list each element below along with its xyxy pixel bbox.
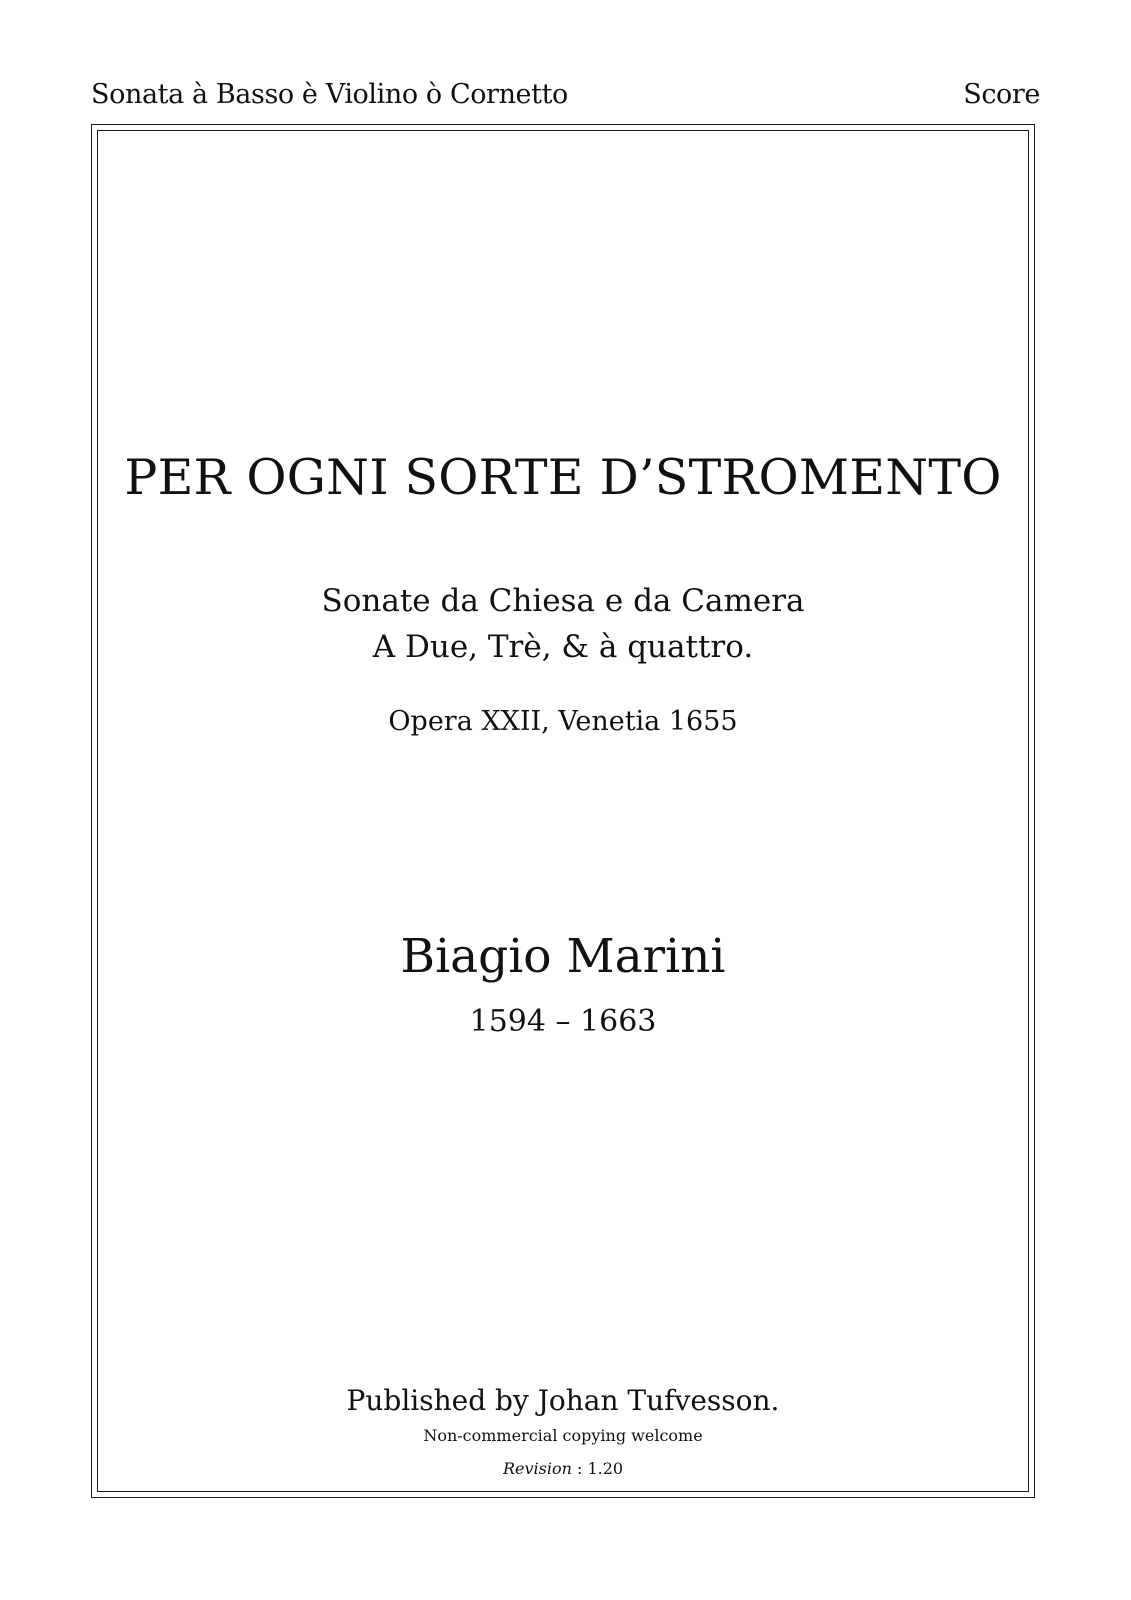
revision-label: Revision xyxy=(502,1459,572,1478)
running-header-title: Sonata à Basso è Violino ò Cornetto xyxy=(91,79,568,110)
revision-separator: : xyxy=(571,1459,588,1478)
revision-value: 1.20 xyxy=(587,1459,624,1478)
subtitle-line-1: Sonate da Chiesa e da Camera xyxy=(321,583,805,619)
subtitle-line-2: A Due, Trè, & à quattro. xyxy=(372,629,754,665)
collection-title: PER OGNI SORTE D’STROMENTO xyxy=(124,449,1002,506)
running-header-part: Score xyxy=(963,79,1040,110)
revision-line xyxy=(97,1458,1029,1480)
composer-name: Biagio Marini xyxy=(400,929,726,984)
composer-dates: 1594 – 1663 xyxy=(469,1004,657,1039)
opus-info: Opera XXII, Venetia 1655 xyxy=(388,706,738,737)
page-frame-inner xyxy=(97,130,1029,1492)
collection-subtitle xyxy=(97,578,1029,670)
publisher-line: Published by Johan Tufvesson. xyxy=(346,1384,780,1417)
copying-note: Non-commercial copying welcome xyxy=(423,1426,703,1445)
